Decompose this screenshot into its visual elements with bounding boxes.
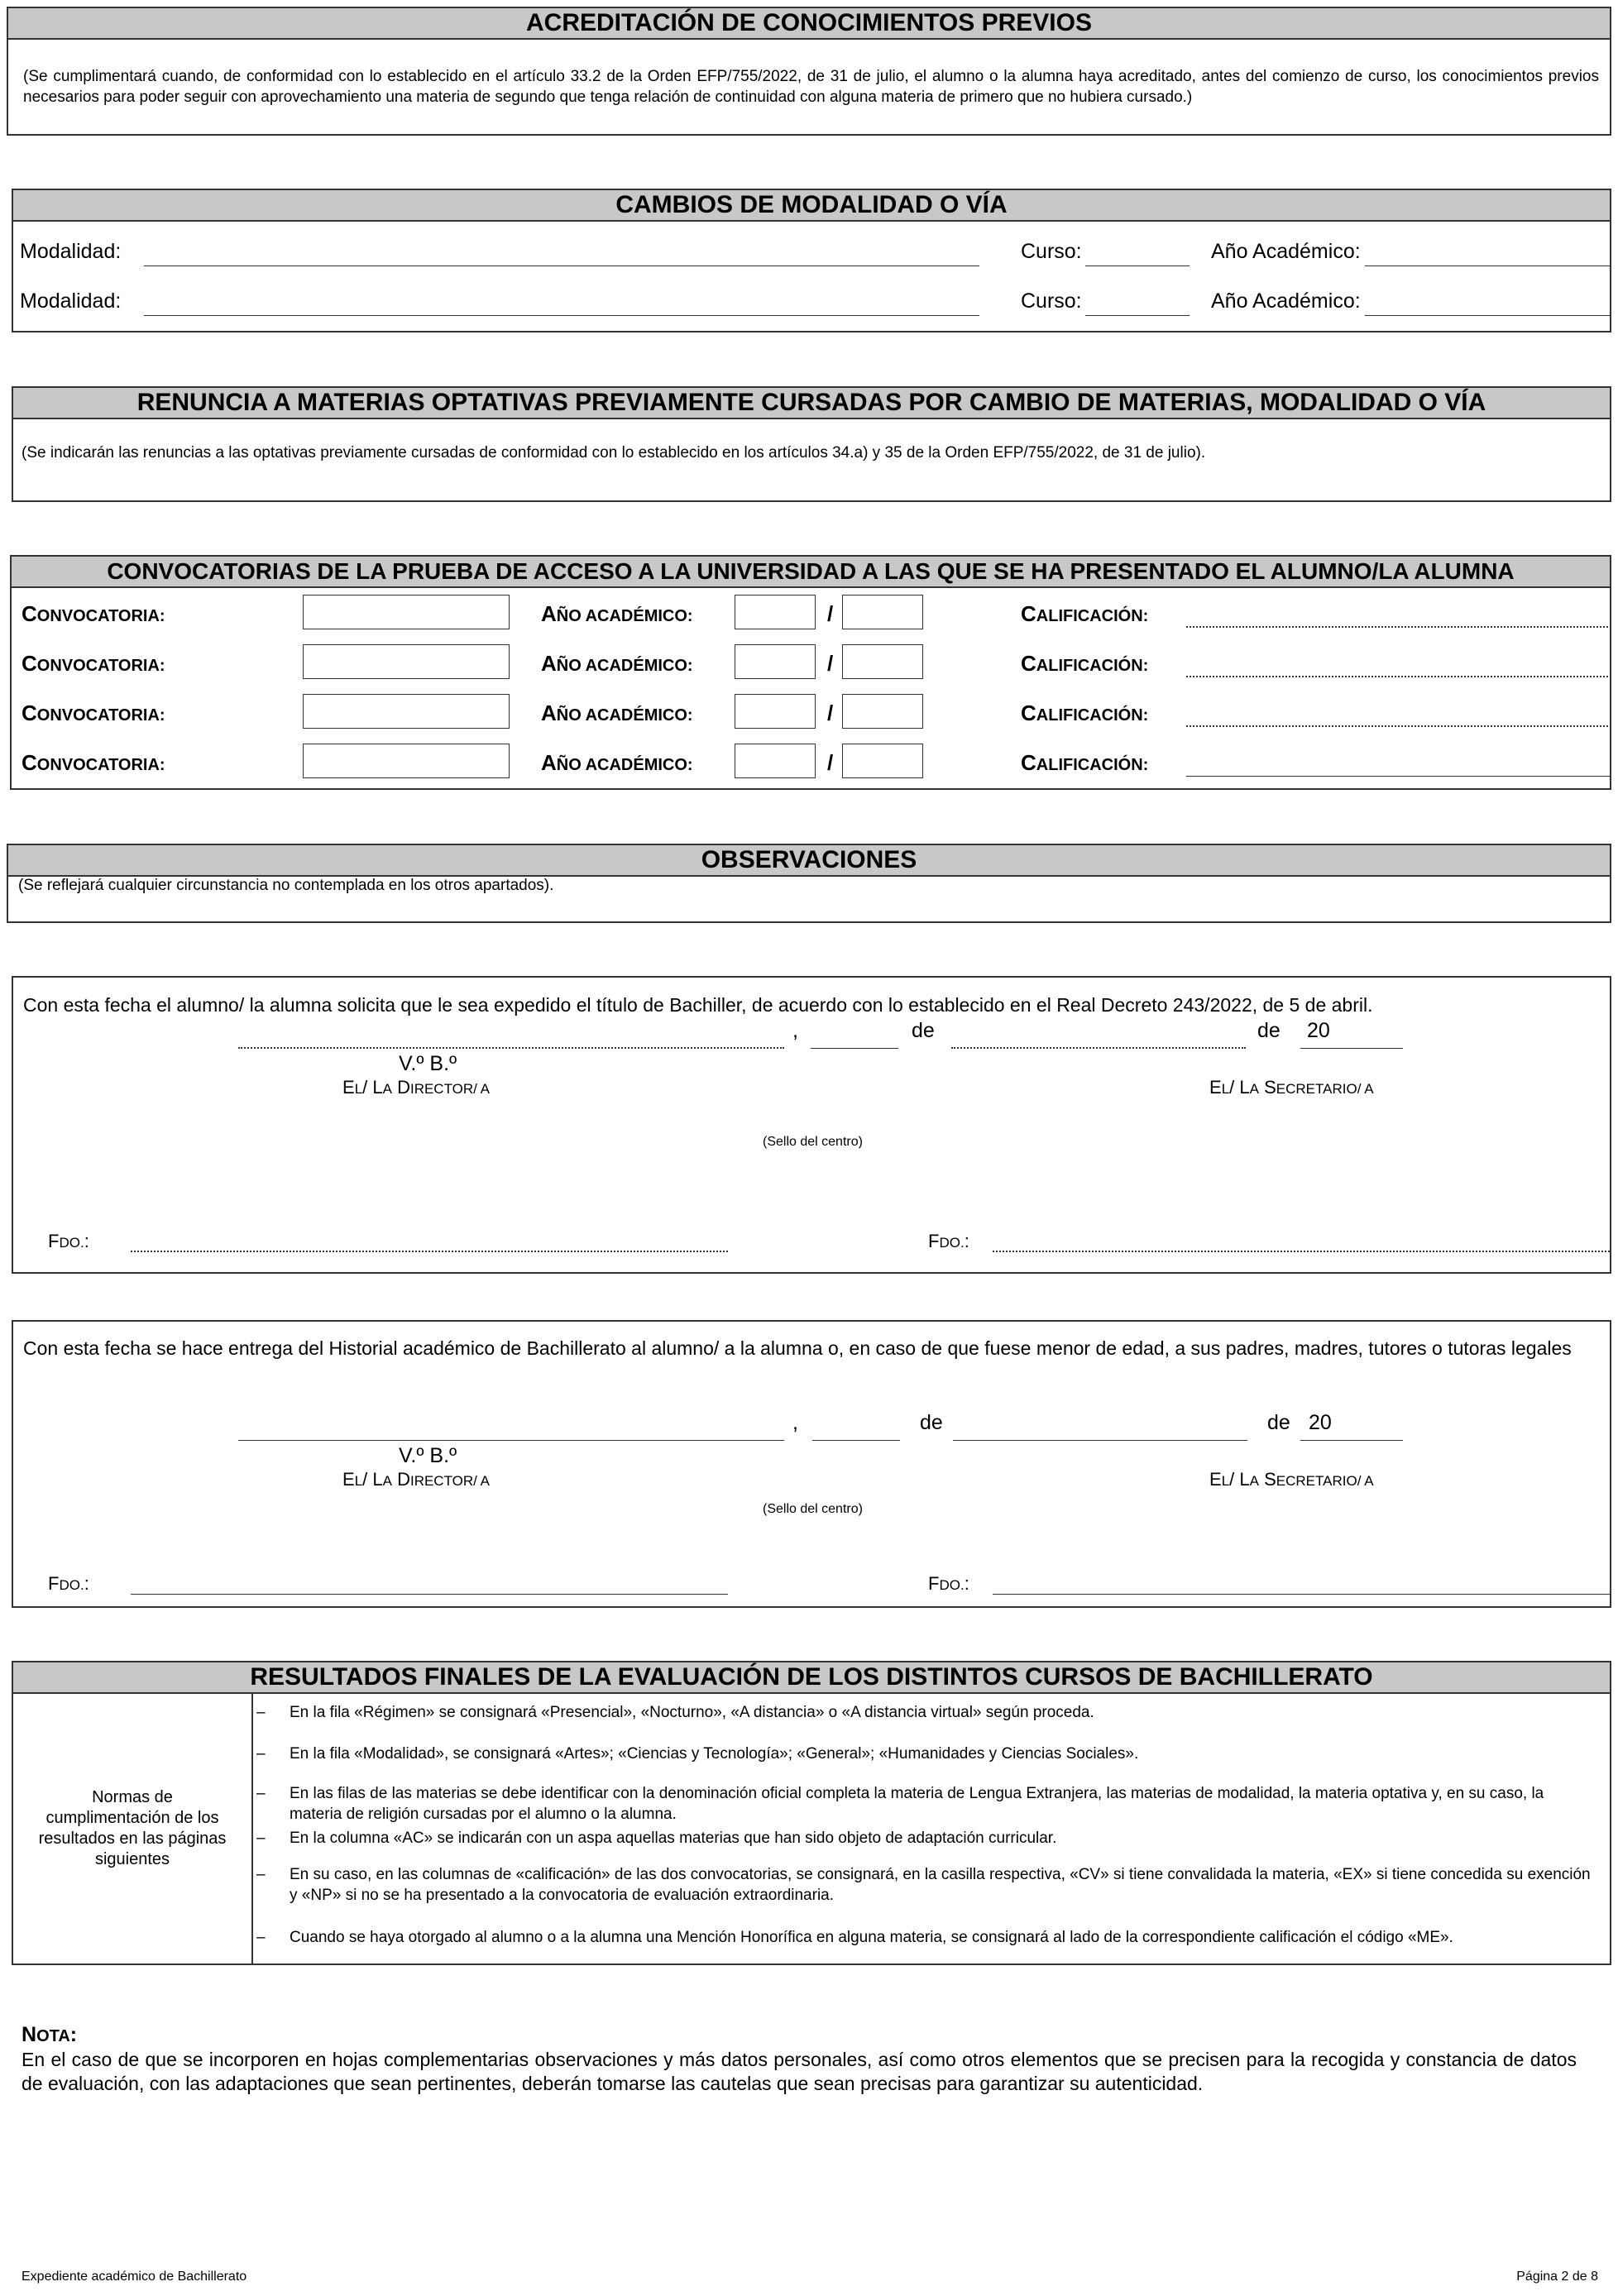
footer-right: Página 2 de 8 (1516, 2270, 1598, 2284)
entrega-comma: , (792, 1411, 798, 1434)
entrega-de-2: de (1267, 1411, 1290, 1434)
solicitud-year-prefix: 20 (1307, 1019, 1330, 1042)
entrega-fdo-director-field[interactable] (131, 1568, 728, 1595)
calificacion-label-2: CALIFICACIÓN: (1021, 651, 1149, 676)
curso-label-1: Curso: (1021, 240, 1082, 263)
acreditacion-note: (Se cumplimentará cuando, de conformidad con lo establecido en el artículo 33.2 de la Orden EFP/755/2022, de 31 de julio, el alumno o la alumna haya acreditado, antes del comienzo de curso, los conocimientos previos necesarios para poder seguir con aprovechamiento una materia de segundo que tenga relación de continuidad con alguna materia de primero que no hubiera cursado.) (23, 68, 1599, 106)
anio-academico-label-3: AÑO ACADÉMICO: (541, 701, 693, 725)
solicitud-month-field[interactable] (951, 1022, 1246, 1049)
solicitud-fdo-secretario-label: FDO.: (928, 1231, 969, 1251)
footer-left: Expediente académico de Bachillerato (22, 2270, 247, 2284)
modalidad-field-1[interactable] (144, 240, 979, 266)
anio-label-2: Año Académico: (1211, 289, 1361, 313)
curso-label-2: Curso: (1021, 289, 1082, 313)
entrega-fdo-secretario-label: FDO.: (928, 1573, 969, 1594)
calificacion-label-1: CALIFICACIÓN: (1021, 601, 1149, 626)
calificacion-field-1[interactable] (1186, 596, 1611, 628)
convocatoria-box-4[interactable] (303, 744, 510, 778)
nota-label: NOTA: (22, 2023, 78, 2046)
entrega-day-field[interactable] (812, 1414, 900, 1441)
solicitud-comma: , (792, 1019, 798, 1042)
solicitud-fdo-secretario-field[interactable] (993, 1226, 1610, 1252)
calificacion-label-3: CALIFICACIÓN: (1021, 701, 1149, 725)
resultados-item-text: En su caso, en las columnas de «calificación» de las dos convocatorias, se consignará, en la casilla respectiva, «CV» si tiene convalidada la materia, «EX» si tiene concedida su exención y «NP» si no se ha presentado a la convocatoria de evaluación extraordinaria. (290, 1866, 1591, 1904)
resultados-item-dash: – (256, 1785, 266, 1802)
acreditacion-title: ACREDITACIÓN DE CONOCIMIENTOS PREVIOS (8, 8, 1610, 40)
convocatoria-box-3[interactable] (303, 694, 510, 729)
solicitud-fdo-director-field[interactable] (131, 1226, 728, 1252)
anio-field-1[interactable] (1365, 240, 1611, 266)
modalidad-field-2[interactable] (144, 289, 979, 316)
resultados-title: RESULTADOS FINALES DE LA EVALUACIÓN DE LOS DISTINTOS CURSOS DE BACHILLERATO (13, 1662, 1610, 1694)
cambios-title: CAMBIOS DE MODALIDAD O VÍA (13, 190, 1610, 222)
resultados-item-dash: – (256, 1866, 266, 1883)
modalidad-label-2: Modalidad: (20, 289, 122, 313)
anio-slash-4: / (827, 750, 834, 775)
anio-box-a-4[interactable] (735, 744, 816, 778)
anio-box-a-2[interactable] (735, 644, 816, 679)
renuncia-title: RENUNCIA A MATERIAS OPTATIVAS PREVIAMENTE CURSADAS POR CAMBIO DE MATERIAS, MODALIDAD O VÍA (13, 388, 1610, 419)
anio-slash-3: / (827, 701, 834, 725)
resultados-item-dash: – (256, 1704, 266, 1721)
solicitud-day-field[interactable] (811, 1022, 898, 1049)
convocatoria-label-1: CONVOCATORIA: (22, 601, 165, 626)
entrega-vb: V.º B.º (399, 1444, 457, 1467)
entrega-place-field[interactable] (238, 1414, 784, 1441)
renuncia-section (12, 386, 1611, 502)
convocatorias-title: CONVOCATORIAS DE LA PRUEBA DE ACCESO A LA UNIVERSIDAD A LAS QUE SE HA PRESENTADO EL ALUMNO/LA ALUMNA (12, 557, 1610, 588)
resultados-section (12, 1661, 1611, 1965)
normas-label: Normas de cumplimentación de los resultados en las páginas siguientes (38, 1788, 227, 1868)
convocatoria-box-2[interactable] (303, 644, 510, 679)
entrega-fdo-director-label: FDO.: (48, 1573, 89, 1594)
entrega-section (12, 1320, 1611, 1608)
entrega-director: EL/ LA DIRECTOR/ A (342, 1469, 491, 1490)
observaciones-note: (Se reflejará cualquier circunstancia no contemplada en los otros apartados). (18, 877, 554, 894)
calificacion-field-3[interactable] (1186, 696, 1611, 727)
entrega-text: Con esta fecha se hace entrega del Historial académico de Bachillerato al alumno/ a la alumna o, en caso de que fuese menor de edad, a sus padres, madres, tutores o tutoras legales (23, 1337, 1572, 1359)
anio-slash-1: / (827, 601, 834, 626)
renuncia-note: (Se indicarán las renuncias a las optativas previamente cursadas de conformidad con lo establecido en los artículos 34.a) y 35 de la Orden EFP/755/2022, de 31 de julio). (22, 444, 1206, 462)
convocatoria-label-3: CONVOCATORIA: (22, 701, 165, 725)
entrega-secretario: EL/ LA SECRETARIO/ A (1209, 1469, 1374, 1490)
solicitud-section (12, 976, 1611, 1274)
resultados-item-dash: – (256, 1830, 266, 1847)
anio-academico-label-4: AÑO ACADÉMICO: (541, 750, 693, 775)
entrega-fdo-secretario-field[interactable] (993, 1568, 1610, 1595)
solicitud-place-field[interactable] (238, 1022, 784, 1049)
solicitud-vb: V.º B.º (399, 1052, 457, 1075)
observaciones-section (7, 844, 1611, 923)
resultados-item-text: En la columna «AC» se indicarán con un aspa aquellas materias que han sido objeto de adaptación curricular. (290, 1830, 1057, 1847)
anio-slash-2: / (827, 651, 834, 676)
solicitud-de-2: de (1257, 1019, 1281, 1042)
anio-label-1: Año Académico: (1211, 240, 1361, 263)
solicitud-director: EL/ LA DIRECTOR/ A (342, 1077, 491, 1098)
calificacion-label-4: CALIFICACIÓN: (1021, 750, 1149, 775)
anio-box-b-3[interactable] (842, 694, 923, 729)
anio-box-b-1[interactable] (842, 595, 923, 629)
resultados-item-dash: – (256, 1745, 266, 1763)
anio-box-a-3[interactable] (735, 694, 816, 729)
anio-academico-label-1: AÑO ACADÉMICO: (541, 601, 693, 626)
entrega-sello: (Sello del centro) (763, 1502, 863, 1516)
anio-box-b-4[interactable] (842, 744, 923, 778)
entrega-year-prefix: 20 (1309, 1411, 1332, 1434)
resultados-item-text: En la fila «Modalidad», se consignará «Artes»; «Ciencias y Tecnología»; «General»; «Humanidades y Ciencias Sociales». (290, 1745, 1139, 1763)
solicitud-de-1: de (912, 1019, 935, 1042)
resultados-item-text: En las filas de las materias se debe identificar con la denominación oficial completa la materia de Lengua Extranjera, las materias de modalidad, la materia optativa y, en su caso, la materia de religión cursadas por el alumno o la alumna. (290, 1785, 1544, 1823)
calificacion-field-4[interactable] (1186, 745, 1611, 777)
solicitud-secretario: EL/ LA SECRETARIO/ A (1209, 1077, 1374, 1098)
calificacion-field-2[interactable] (1186, 646, 1611, 677)
entrega-de-1: de (920, 1411, 943, 1434)
anio-box-a-1[interactable] (735, 595, 816, 629)
anio-box-b-2[interactable] (842, 644, 923, 679)
convocatoria-box-1[interactable] (303, 595, 510, 629)
resultados-item-text: Cuando se haya otorgado al alumno o a la alumna una Mención Honorífica en alguna materia, se consignará al lado de la correspondiente calificación el código «ME». (290, 1929, 1453, 1946)
anio-academico-label-2: AÑO ACADÉMICO: (541, 651, 693, 676)
nota-text: En el caso de que se incorporen en hojas complementarias observaciones y más datos personales, así como otros elementos que se precisen para la recogida y constancia de datos de evaluación, con las adaptaciones que sean pertinentes, deberán tomarse las cautelas que sean precisas para garantizar su autenticidad. (22, 2049, 1577, 2094)
resultados-item-dash: – (256, 1929, 266, 1946)
resultados-item-text: En la fila «Régimen» se consignará «Presencial», «Nocturno», «A distancia» o «A distancia virtual» según proceda. (290, 1704, 1094, 1721)
solicitud-fdo-director-label: FDO.: (48, 1231, 89, 1251)
anio-field-2[interactable] (1365, 289, 1611, 316)
acreditacion-section (7, 7, 1611, 136)
convocatoria-label-4: CONVOCATORIA: (22, 750, 165, 775)
modalidad-label-1: Modalidad: (20, 240, 122, 263)
convocatorias-section (10, 555, 1611, 790)
convocatoria-label-2: CONVOCATORIA: (22, 651, 165, 676)
observaciones-title: OBSERVACIONES (8, 845, 1610, 877)
solicitud-sello: (Sello del centro) (763, 1135, 863, 1149)
entrega-month-field[interactable] (953, 1414, 1247, 1441)
curso-field-1[interactable] (1085, 240, 1190, 266)
curso-field-2[interactable] (1085, 289, 1190, 316)
cambios-section (12, 189, 1611, 332)
solicitud-text: Con esta fecha el alumno/ la alumna solicita que le sea expedido el título de Bachiller, de acuerdo con lo establecido en el Real Decreto 243/2022, de 5 de abril. (23, 994, 1373, 1016)
normas-cell (13, 1694, 253, 1964)
